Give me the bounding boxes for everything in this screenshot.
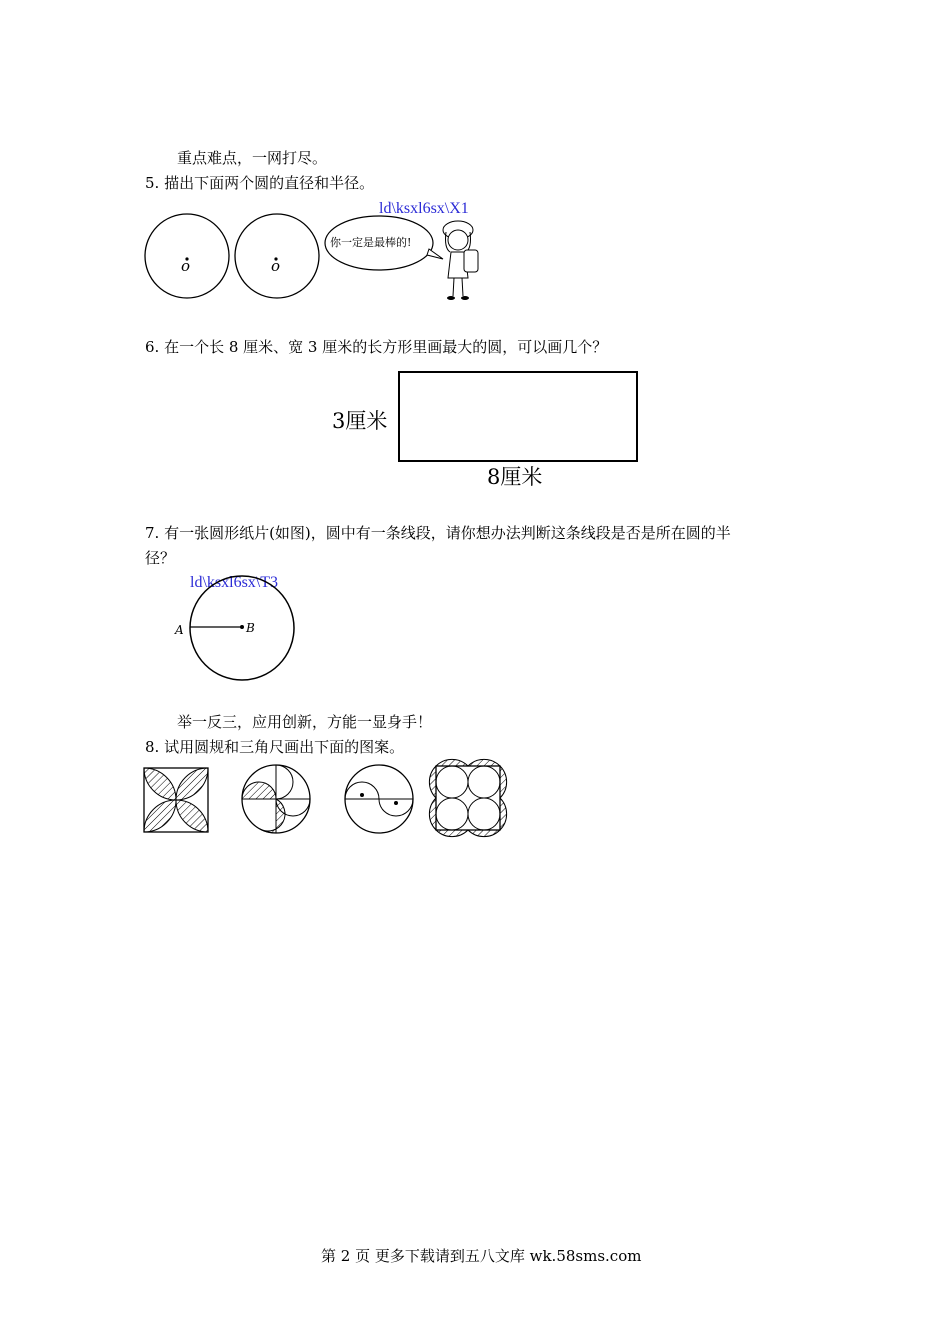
pattern-2-pinwheel bbox=[240, 765, 314, 835]
question-5-text: 5. 描出下面两个圆的直径和半径。 bbox=[145, 174, 375, 192]
section-heading-focus: 重点难点，一网打尽。 bbox=[177, 149, 328, 167]
page-footer: 第 2 页 更多下载请到五八文库 wk.58sms.com bbox=[321, 1247, 642, 1265]
circle-left-center-label: o bbox=[181, 257, 191, 275]
section-heading-apply: 举一反三，应用创新，方能一显身手！ bbox=[177, 713, 433, 731]
speech-bubble-text: 你一定是最棒的! bbox=[330, 236, 412, 249]
question-7-text-line2: 径？ bbox=[145, 549, 176, 567]
question-6-rectangle bbox=[398, 371, 638, 463]
rectangle-width-label: 3厘米 bbox=[332, 409, 388, 433]
question-5-circles bbox=[140, 205, 340, 305]
pattern-3-yin-yang bbox=[343, 765, 417, 835]
question-6-text: 6. 在一个长 8 厘米、宽 3 厘米的长方形里画最大的圆，可以画几个？ bbox=[145, 338, 608, 356]
girl-illustration bbox=[440, 218, 490, 308]
question-5-reference: ld\ksxl6sx\X1 bbox=[379, 200, 469, 217]
question-7-circle bbox=[185, 575, 300, 685]
point-b-label: B bbox=[246, 621, 255, 635]
question-7-text-line1: 7. 有一张圆形纸片(如图)，圆中有一条线段，请你想办法判断这条线段是否是所在圆的半 bbox=[145, 524, 731, 542]
question-7-reference: ld\ksxl6sx\T3 bbox=[190, 574, 279, 591]
question-8-text: 8. 试用圆规和三角尺画出下面的图案。 bbox=[145, 738, 405, 756]
point-a-label: A bbox=[175, 623, 184, 637]
rectangle-length-label: 8厘米 bbox=[487, 465, 543, 489]
circle-right-center-label: o bbox=[271, 257, 281, 275]
pattern-1-four-petals bbox=[143, 767, 209, 833]
pattern-4-four-circles bbox=[435, 765, 501, 833]
